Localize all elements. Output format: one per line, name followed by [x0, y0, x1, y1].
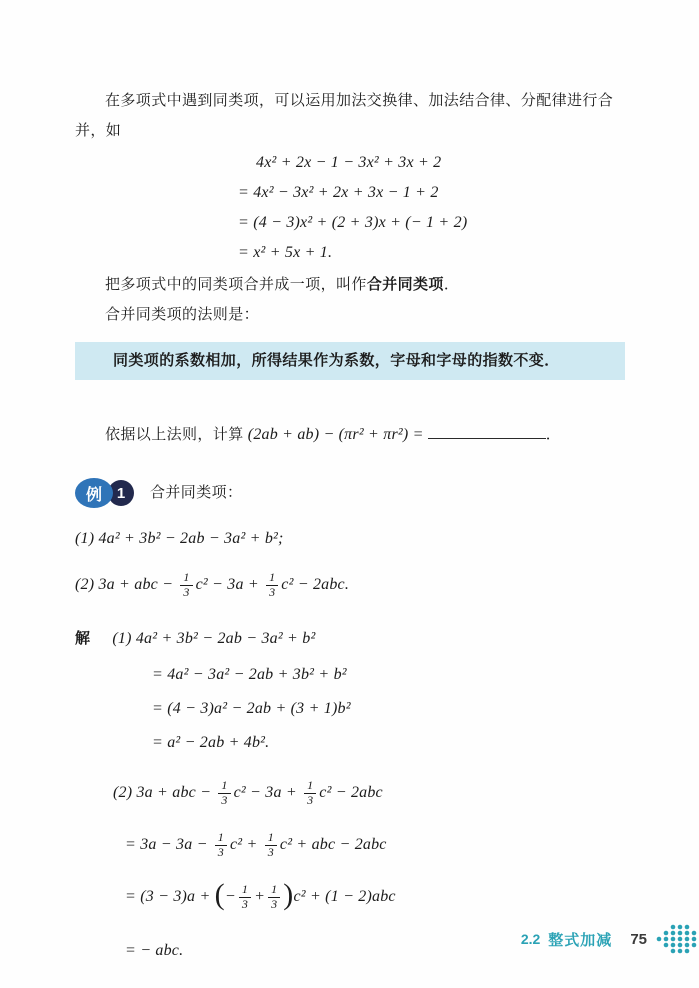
- answer-blank: [428, 437, 546, 439]
- fraction-numerator: 1: [307, 778, 314, 793]
- page-footer: [521, 924, 699, 954]
- fraction-denominator: 3: [218, 793, 230, 808]
- fraction-numerator: 1: [183, 570, 190, 585]
- fraction-numerator: 1: [221, 778, 228, 793]
- rule-text: 同类项的系数相加，所得结果作为系数，字母和字母的指数不变．: [113, 352, 560, 369]
- math-segment: = 3a − 3a −: [125, 836, 212, 853]
- problem-2: [75, 568, 625, 602]
- math-segment: = (3 − 3)a +: [125, 888, 215, 905]
- problem-1: (1) 4a² + 3b² − 2ab − 3a² + b²;: [75, 530, 284, 547]
- math-segment: c² − 3a +: [233, 784, 302, 801]
- fraction-one-third: [218, 779, 230, 808]
- left-parenthesis: (: [214, 878, 225, 912]
- math-line: = a² − 2ab + 4b².: [152, 734, 270, 751]
- right-parenthesis: ): [283, 878, 294, 912]
- fraction-denominator: 3: [304, 793, 316, 808]
- fraction-numerator: 1: [271, 882, 278, 897]
- page-content: [75, 86, 625, 968]
- fraction-one-third: [268, 883, 280, 912]
- math-line: = − abc.: [125, 942, 184, 959]
- practice-expression: (2ab + ab) − (πr² + πr²) =: [243, 426, 428, 443]
- plus-operator: +: [254, 888, 266, 905]
- math-segment: c² + abc − 2abc: [279, 836, 387, 853]
- math-segment: c² − 3a +: [195, 576, 264, 593]
- fraction-numerator: 1: [267, 830, 274, 845]
- rule-box: [75, 342, 625, 380]
- fraction-one-third: [265, 831, 277, 860]
- fraction-denominator: 3: [215, 845, 227, 860]
- fraction-denominator: 3: [268, 897, 280, 912]
- math-segment: (2) 3a + abc −: [113, 784, 216, 801]
- example-badge: 例: [75, 478, 113, 508]
- derivation-block: [238, 148, 625, 268]
- intro-paragraph: 在多项式中遇到同类项，可以运用加法交换律、加法结合律、分配律进行合并，如: [75, 92, 614, 139]
- math-line: = x² + 5x + 1.: [238, 244, 333, 261]
- math-line: [125, 828, 625, 862]
- footer-section-title: 整式加减: [548, 931, 613, 949]
- example-number-badge: 1: [108, 480, 134, 506]
- fraction-numerator: 1: [269, 570, 276, 585]
- math-segment: c² + (1 − 2)abc: [293, 888, 396, 905]
- fraction-one-third: [239, 883, 251, 912]
- fraction-numerator: 1: [241, 882, 249, 897]
- fraction-one-third: [215, 831, 227, 860]
- definition-prefix: 把多项式中的同类项合并成一项，叫作: [105, 276, 367, 293]
- math-segment: c² − 2abc.: [281, 576, 350, 593]
- definition-paragraph: [75, 270, 625, 300]
- math-segment: c² − 2abc: [319, 784, 383, 801]
- math-line: = 4x² − 3x² + 2x + 3x − 1 + 2: [238, 184, 439, 201]
- solution-label: 解: [75, 630, 91, 647]
- fraction-one-third: [266, 571, 278, 600]
- math-line: [113, 776, 625, 810]
- fraction-one-third: [180, 571, 192, 600]
- fraction-denominator: 3: [239, 897, 251, 912]
- footer-section-number: 2.2: [520, 931, 541, 947]
- fraction-one-third: [304, 779, 316, 808]
- definition-term: 合并同类项: [366, 276, 444, 293]
- fraction-denominator: 3: [180, 585, 192, 600]
- fraction-numerator: 1: [217, 830, 224, 845]
- fraction-denominator: 3: [265, 845, 277, 860]
- minus-operator: −: [224, 888, 236, 905]
- math-line: 4x² + 2x − 1 − 3x² + 3x + 2: [256, 154, 442, 171]
- dots-decoration: [655, 924, 697, 954]
- math-line: = 4a² − 3a² − 2ab + 3b² + b²: [152, 666, 347, 683]
- page-number: 75: [630, 930, 647, 948]
- rule-lead: 合并同类项的法则是：: [105, 306, 260, 323]
- math-line: [125, 880, 625, 914]
- definition-period: ．: [443, 276, 460, 293]
- example-title: 合并同类项：: [150, 484, 243, 501]
- fraction-denominator: 3: [266, 585, 278, 600]
- math-segment: (2) 3a + abc −: [75, 576, 178, 593]
- math-line: (1) 4a² + 3b² − 2ab − 3a² + b²: [112, 630, 316, 647]
- practice-period: ．: [545, 426, 562, 443]
- example-header: [75, 478, 625, 508]
- math-segment: c² +: [230, 836, 262, 853]
- solution-block: [75, 624, 625, 968]
- practice-lead: 依据以上法则，计算: [105, 426, 244, 443]
- math-line: = (4 − 3)x² + (2 + 3)x + (− 1 + 2): [238, 214, 468, 231]
- solution-first-row: [75, 624, 625, 654]
- math-line: = (4 − 3)a² − 2ab + (3 + 1)b²: [152, 700, 351, 717]
- practice-line: [75, 420, 625, 450]
